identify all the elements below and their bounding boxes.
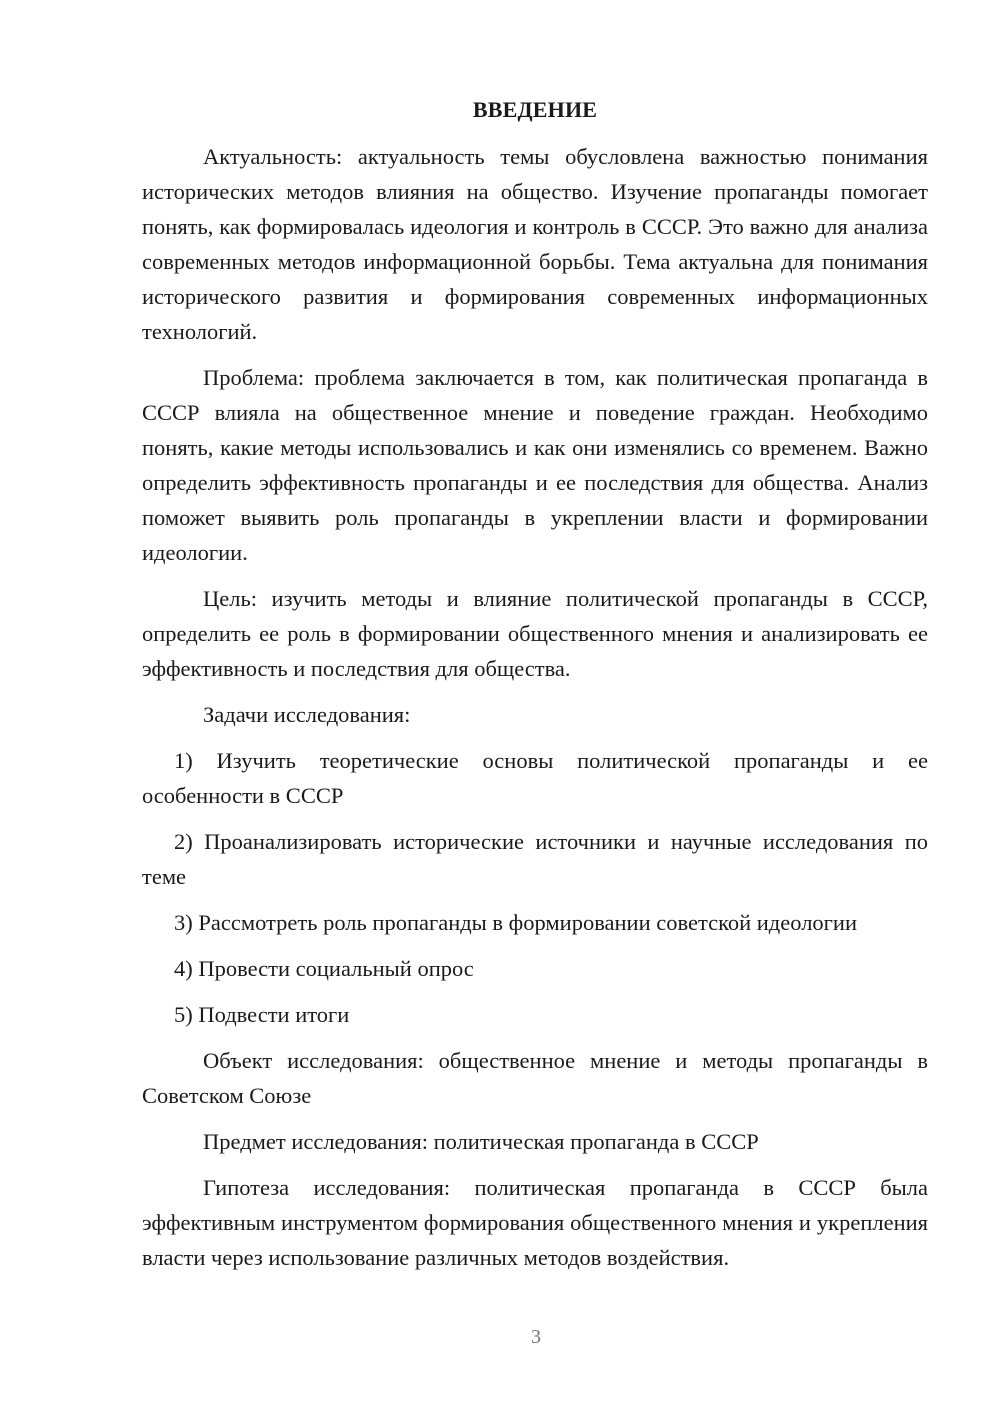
page-number: 3 [531, 1326, 541, 1348]
paragraph-goal: Цель: изучить методы и влияние политической пропаганды в СССР, определить ее роль в формировании общественного мнения и анализировать ее эффективность и последствия для общества. [142, 586, 928, 681]
list-item: 2) Проанализировать исторические источники и научные исследования по теме [142, 829, 928, 889]
list-item: 5) Подвести итоги [174, 1002, 350, 1027]
tasks-list [142, 743, 928, 1032]
paragraph-subject: Предмет исследования: политическая пропаганда в СССР [203, 1129, 759, 1154]
list-item: 1) Изучить теоретические основы политической пропаганды и ее особенности в СССР [142, 748, 928, 808]
paragraph-relevance: Актуальность: актуальность темы обусловлена важностью понимания исторических методов влияния на общество. Изучение пропаганды помогает понять, как формировалась идеология и контроль в СССР. Это важно для анализа современных методов информационной борьбы. Тема актуальна для понимания исторического развития и формирования современных информационных технологий. [142, 144, 928, 344]
tasks-heading: Задачи исследования: [203, 702, 411, 727]
paragraph-hypothesis: Гипотеза исследования: политическая пропаганда в СССР была эффективным инструментом формирования общественного мнения и укрепления власти через использование различных методов воздействия. [142, 1175, 928, 1270]
list-item: 3) Рассмотреть роль пропаганды в формировании советской идеологии [174, 910, 857, 935]
paragraph-problem: Проблема: проблема заключается в том, как политическая пропаганда в СССР влияла на общественное мнение и поведение граждан. Необходимо понять, какие методы использовались и как они изменялись со временем. Важно определить эффективность пропаганды и ее последствия для общества. Анализ поможет выявить роль пропаганды в укреплении власти и формировании идеологии. [142, 365, 928, 565]
page-content [142, 92, 928, 1286]
paragraph-object: Объект исследования: общественное мнение и методы пропаганды в Советском Союзе [142, 1048, 928, 1108]
section-title: ВВЕДЕНИЕ [472, 97, 598, 122]
list-item: 4) Провести социальный опрос [174, 956, 474, 981]
